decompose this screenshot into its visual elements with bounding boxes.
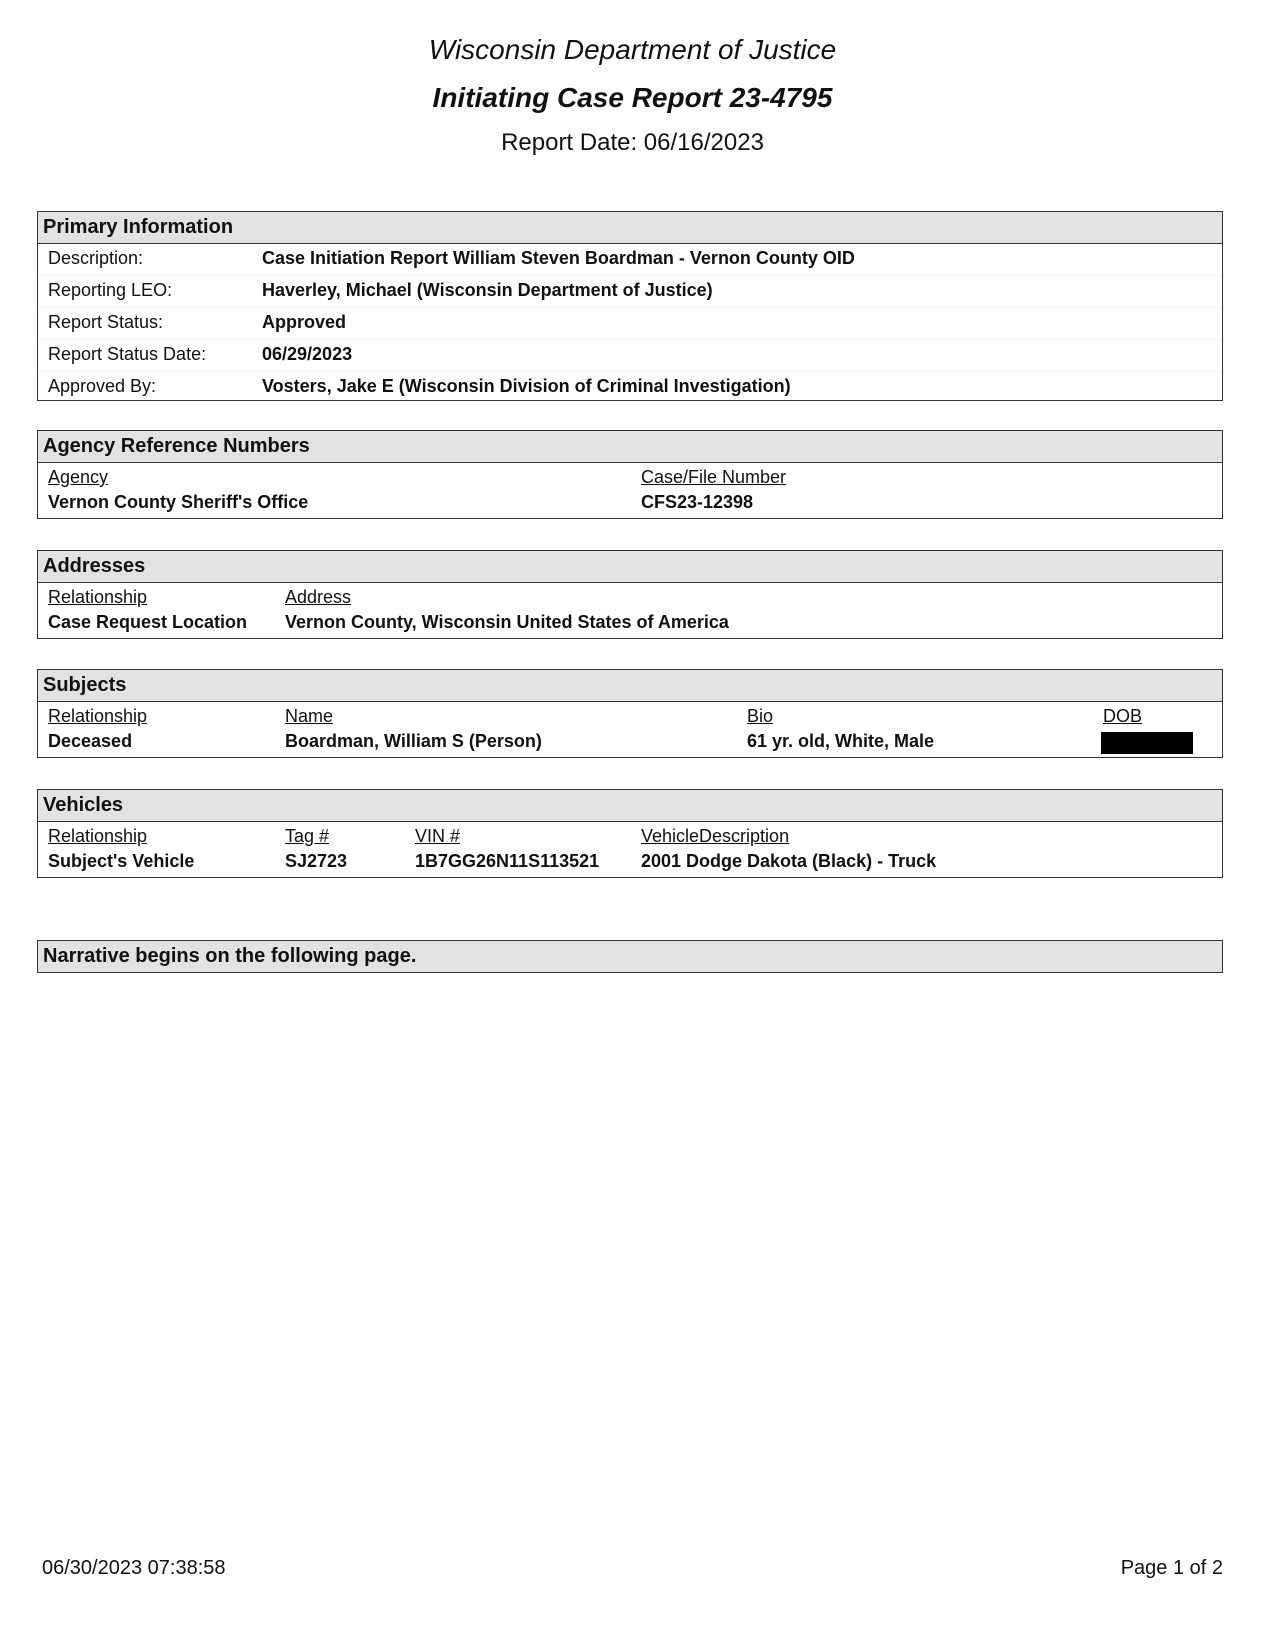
addresses-section [37, 550, 1223, 639]
report-status-row [38, 307, 1222, 339]
row-label: Report Status: [48, 312, 164, 332]
section-title: Vehicles [38, 790, 1222, 822]
report-status-date-row [38, 339, 1222, 371]
relationship-header: Relationship [48, 826, 148, 846]
vehicle-description-value: 2001 Dodge Dakota (Black) - Truck [641, 851, 937, 871]
tag-header: Tag # [285, 826, 330, 846]
relationship-value: Case Request Location [48, 612, 248, 632]
row-value: Approved [262, 312, 347, 332]
row-value: Vosters, Jake E (Wisconsin Division of Criminal Investigation) [262, 376, 791, 396]
relationship-header: Relationship [48, 587, 148, 607]
address-value: Vernon County, Wisconsin United States of America [285, 612, 729, 632]
agency-value: Vernon County Sheriff's Office [48, 492, 309, 512]
name-value: Boardman, William S (Person) [285, 731, 542, 751]
case-file-number-value: CFS23-12398 [641, 492, 754, 512]
row-label: Report Status Date: [48, 344, 207, 364]
row-value: Haverley, Michael (Wisconsin Department of Justice) [262, 280, 713, 300]
vehicle-description-header: VehicleDescription [641, 826, 790, 846]
page-number: Page 1 of 2 [1120, 1557, 1223, 1579]
bio-value: 61 yr. old, White, Male [747, 731, 935, 751]
report-date: Report Date: 06/16/2023 [501, 129, 764, 156]
report-title: Initiating Case Report 23-4795 [432, 82, 833, 113]
section-title: Subjects [38, 670, 1222, 702]
agency-table [38, 463, 1222, 519]
dob-redaction [1101, 732, 1193, 754]
address-header: Address [285, 587, 352, 607]
vehicles-table [38, 822, 1222, 878]
name-header: Name [285, 706, 334, 726]
section-title: Addresses [38, 551, 1222, 583]
row-value: Case Initiation Report William Steven Boardman - Vernon County OID [262, 248, 855, 268]
section-title: Agency Reference Numbers [38, 431, 1222, 463]
reporting-leo-row [38, 275, 1222, 307]
vin-header: VIN # [415, 826, 461, 846]
subjects-section [37, 669, 1223, 758]
vehicles-section [37, 789, 1223, 878]
agency-reference-section [37, 430, 1223, 519]
narrative-notice: Narrative begins on the following page. [38, 941, 1222, 972]
case-file-number-header: Case/File Number [641, 467, 787, 487]
relationship-value: Subject's Vehicle [48, 851, 195, 871]
row-label: Approved By: [48, 376, 157, 396]
row-label: Reporting LEO: [48, 280, 173, 300]
relationship-header: Relationship [48, 706, 148, 726]
footer-timestamp: 06/30/2023 07:38:58 [42, 1557, 226, 1579]
section-title: Primary Information [38, 212, 1222, 244]
row-label: Description: [48, 248, 144, 268]
bio-header: Bio [747, 706, 774, 726]
description-row [38, 244, 1222, 275]
approved-by-row [38, 371, 1222, 403]
tag-value: SJ2723 [285, 851, 348, 871]
primary-information-section [37, 211, 1223, 401]
subjects-table [38, 702, 1222, 758]
relationship-value: Deceased [48, 731, 133, 751]
narrative-section [37, 940, 1223, 973]
department-title: Wisconsin Department of Justice [428, 34, 837, 65]
vin-value: 1B7GG26N11S113521 [415, 851, 600, 871]
row-value: 06/29/2023 [262, 344, 353, 364]
agency-header: Agency [48, 467, 109, 487]
dob-header: DOB [1103, 706, 1143, 726]
addresses-table [38, 583, 1222, 639]
